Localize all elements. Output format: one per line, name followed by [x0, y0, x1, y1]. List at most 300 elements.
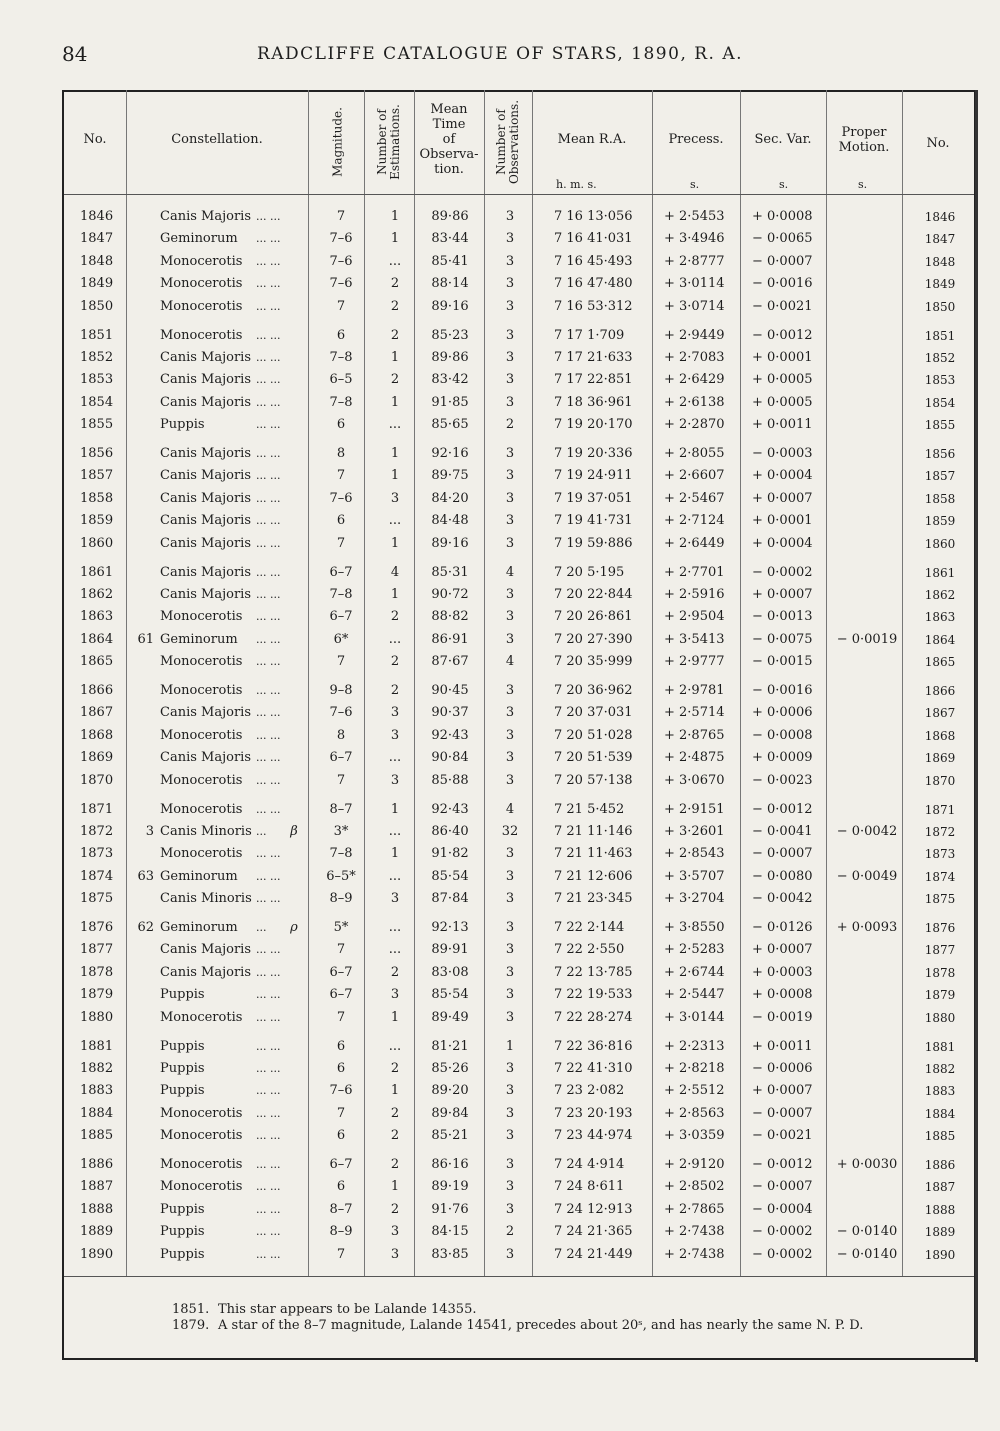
precession: + 2·6449	[664, 535, 725, 551]
star-number: 1868	[80, 727, 114, 743]
observations: 3	[505, 490, 515, 506]
proper-motion: − 0·0042	[836, 823, 898, 839]
mean-time: 92·16	[431, 446, 469, 461]
constellation: Monocerotis	[160, 276, 243, 292]
precession: + 2·7124	[664, 513, 725, 529]
star-number: 1859	[80, 513, 114, 529]
table-row	[0, 1103, 1000, 1125]
precession: + 2·8777	[664, 253, 725, 269]
mean-ra: 7 20 37·031	[554, 705, 633, 721]
star-number-right: 1873	[924, 847, 956, 862]
leader-dots: ... ...	[256, 1225, 281, 1239]
table-row	[0, 1125, 1000, 1147]
mean-ra: 7 17 21·633	[554, 349, 633, 365]
mean-ra: 7 19 20·336	[554, 446, 633, 461]
estimations: 2	[390, 298, 400, 314]
magnitude: 7–8	[329, 846, 353, 862]
mean-time: 89·49	[431, 1009, 469, 1025]
header-mean-time	[414, 102, 484, 177]
star-number: 1873	[80, 846, 114, 862]
star-number-right: 1871	[924, 802, 956, 817]
star-number: 1888	[80, 1201, 114, 1217]
estimations: 2	[390, 683, 400, 698]
header-observations: Number of Observations.	[494, 99, 521, 185]
precession: + 2·9120	[664, 1157, 725, 1172]
flamsteed-number: 61	[137, 631, 154, 647]
magnitude: 8–7	[329, 1201, 353, 1217]
star-number-right: 1883	[924, 1084, 956, 1099]
observations: 3	[505, 1157, 515, 1172]
leader-dots: ... ...	[256, 751, 281, 765]
magnitude: 6	[336, 1060, 346, 1076]
flamsteed-number: 62	[137, 920, 154, 935]
mean-time: 89·19	[431, 1179, 469, 1195]
mean-time: 85·23	[431, 327, 469, 343]
observations: 4	[505, 801, 515, 817]
star-number: 1879	[80, 987, 114, 1003]
leader-dots: ... ...	[256, 1061, 281, 1075]
star-number: 1867	[80, 705, 114, 721]
table-row	[0, 1058, 1000, 1080]
constellation: Canis Majoris	[160, 209, 251, 224]
star-number-right: 1875	[924, 892, 956, 907]
precession: + 2·6429	[664, 372, 725, 388]
precession: + 3·2704	[664, 891, 725, 907]
mean-ra: 7 22 28·274	[554, 1009, 633, 1025]
magnitude: 6	[336, 513, 346, 529]
leader-dots: ... ...	[256, 1106, 281, 1120]
mean-ra: 7 22 36·816	[554, 1038, 633, 1054]
estimations: 2	[390, 1128, 400, 1144]
estimations: 2	[390, 609, 400, 625]
precession: + 2·7083	[664, 349, 725, 365]
star-number: 1882	[80, 1060, 114, 1076]
header-mean-time-line: of	[442, 132, 456, 147]
star-number-right: 1889	[924, 1225, 956, 1240]
constellation: Monocerotis	[160, 253, 243, 269]
mean-ra: 7 16 13·056	[554, 209, 633, 224]
magnitude: 6	[336, 327, 346, 343]
table-row	[0, 562, 1000, 584]
precession: + 3·0714	[664, 298, 725, 314]
observations: 3	[505, 586, 515, 602]
secular-variation: − 0·0007	[752, 1105, 813, 1121]
table-row	[0, 917, 1000, 939]
star-number-right: 1853	[924, 373, 956, 388]
estimations: 2	[390, 654, 400, 670]
table-row	[0, 443, 1000, 465]
footnote-text: This star appears to be Lalande 14355.	[218, 1302, 477, 1317]
mean-ra: 7 16 41·031	[554, 231, 633, 247]
estimations: 2	[390, 1105, 400, 1121]
table-row	[0, 702, 1000, 724]
leader-dots: ... ...	[256, 299, 281, 313]
observations: 1	[505, 1038, 515, 1054]
mean-time: 90·72	[431, 586, 469, 602]
observations: 3	[505, 727, 515, 743]
observations: 3	[505, 253, 515, 269]
constellation: Canis Majoris	[160, 942, 251, 958]
observations: 3	[505, 683, 515, 698]
header-mean-time-line: Time	[432, 117, 466, 132]
star-number: 1883	[80, 1083, 114, 1099]
mean-ra: 7 18 36·961	[554, 394, 633, 410]
star-number-right: 1878	[924, 965, 956, 980]
constellation: Monocerotis	[160, 1009, 243, 1025]
secular-variation: − 0·0002	[752, 1224, 813, 1240]
leader-dots: ... ...	[256, 1010, 281, 1024]
leader-dots: ... ...	[256, 1129, 281, 1143]
estimations: 4	[390, 564, 400, 580]
magnitude: 6–7	[329, 987, 353, 1003]
secular-variation: − 0·0012	[752, 327, 813, 343]
observations: 4	[505, 654, 515, 670]
star-number-right: 1876	[924, 921, 956, 935]
precession: + 2·9504	[664, 609, 725, 625]
mean-time: 89·86	[431, 209, 469, 224]
table-row	[0, 325, 1000, 347]
mean-ra: 7 20 22·844	[554, 586, 633, 602]
mean-ra: 7 17 1·709	[554, 327, 625, 343]
observations: 2	[505, 1224, 515, 1240]
leader-dots: ... ...	[256, 1039, 281, 1053]
star-number: 1848	[80, 253, 114, 269]
precession: + 3·0670	[664, 772, 725, 788]
estimations: 1	[390, 349, 400, 365]
mean-time: 85·31	[431, 564, 469, 580]
mean-ra: 7 24 12·913	[554, 1201, 633, 1217]
secular-variation: + 0·0007	[752, 1083, 813, 1099]
estimations: 3	[390, 891, 400, 907]
star-number: 1850	[80, 298, 114, 314]
magnitude: 6	[336, 1038, 346, 1054]
table-row	[0, 251, 1000, 273]
estimations: 1	[390, 801, 400, 817]
precession: + 2·6607	[664, 468, 725, 484]
mean-ra: 7 21 23·345	[554, 891, 633, 907]
mean-ra: 7 24 21·365	[554, 1224, 633, 1240]
table-row	[0, 533, 1000, 555]
constellation: Puppis	[160, 1038, 205, 1054]
estimations: 1	[390, 468, 400, 484]
flamsteed-number: 63	[137, 868, 154, 884]
mean-ra: 7 21 5·452	[554, 801, 625, 817]
estimations: 1	[390, 1009, 400, 1025]
secular-variation: − 0·0007	[752, 1179, 813, 1195]
mean-ra: 7 24 21·449	[554, 1246, 633, 1262]
estimations: 1	[390, 586, 400, 602]
table-row	[0, 1154, 1000, 1176]
header-mean-time-line: Mean	[430, 102, 468, 117]
star-number: 1872	[80, 823, 114, 839]
star-number-right: 1858	[924, 491, 956, 506]
constellation: Monocerotis	[160, 772, 243, 788]
star-number-right: 1850	[924, 299, 956, 314]
table-row	[0, 273, 1000, 295]
table-row	[0, 296, 1000, 318]
footnote-text: A star of the 8–7 magnitude, Lalande 14541, precedes about 20ˢ, and has nearly the same N. P. D.	[218, 1318, 864, 1333]
secular-variation: − 0·0007	[752, 846, 813, 862]
star-number-right: 1888	[924, 1202, 956, 1217]
mean-time: 86·91	[431, 631, 469, 647]
constellation: Geminorum	[160, 231, 238, 247]
secular-variation: − 0·0042	[752, 891, 813, 907]
observations: 3	[505, 1179, 515, 1195]
observations: 3	[505, 750, 515, 766]
mean-time: 91·76	[431, 1201, 469, 1217]
precession: + 3·0359	[664, 1128, 725, 1144]
star-number: 1890	[80, 1246, 114, 1262]
observations: 3	[505, 372, 515, 388]
mean-time: 91·85	[431, 394, 469, 410]
estimations: 2	[390, 1157, 400, 1172]
constellation: Monocerotis	[160, 1157, 243, 1172]
mean-time: 85·88	[431, 772, 469, 788]
precession: + 3·0144	[664, 1009, 725, 1025]
star-number-right: 1866	[924, 684, 956, 698]
proper-motion: + 0·0093	[836, 920, 898, 935]
observations: 3	[505, 1060, 515, 1076]
mean-time: 89·75	[431, 468, 469, 484]
estimations: ...	[388, 1038, 402, 1054]
mean-time: 83·85	[431, 1246, 469, 1262]
estimations: ...	[388, 631, 402, 647]
constellation: Monocerotis	[160, 727, 243, 743]
star-number: 1876	[80, 920, 114, 935]
star-number: 1847	[80, 231, 114, 247]
mean-ra: 7 19 59·886	[554, 535, 633, 551]
table-row	[0, 228, 1000, 250]
leader-dots: ... ...	[256, 514, 281, 528]
mean-ra: 7 16 53·312	[554, 298, 633, 314]
footnote	[172, 1302, 863, 1318]
precession: + 2·9151	[664, 801, 725, 817]
observations: 3	[505, 535, 515, 551]
star-number-right: 1863	[924, 610, 956, 625]
mean-ra: 7 19 24·911	[554, 468, 633, 484]
star-number-right: 1852	[924, 350, 956, 365]
table-row	[0, 392, 1000, 414]
secular-variation: − 0·0023	[752, 772, 813, 788]
constellation: Puppis	[160, 1224, 205, 1240]
mean-time: 85·41	[431, 253, 469, 269]
estimations: 1	[390, 231, 400, 247]
footnote-number: 1879.	[172, 1318, 210, 1333]
leader-dots: ... ...	[256, 988, 281, 1002]
magnitude: 7–6	[329, 253, 353, 269]
constellation: Canis Majoris	[160, 446, 251, 461]
unit-ra: h. m. s.	[556, 178, 597, 191]
constellation: Canis Majoris	[160, 490, 251, 506]
constellation: Monocerotis	[160, 327, 243, 343]
secular-variation: − 0·0041	[752, 823, 813, 839]
observations: 2	[505, 417, 515, 433]
star-number: 1865	[80, 654, 114, 670]
mean-time: 89·84	[431, 1105, 469, 1121]
bayer-letter: β	[290, 823, 298, 839]
running-head: RADCLIFFE CATALOGUE OF STARS, 1890, R. A.	[256, 44, 744, 64]
magnitude: 7–6	[329, 231, 353, 247]
leader-dots: ... ...	[256, 350, 281, 364]
estimations: 2	[390, 1201, 400, 1217]
constellation: Canis Minoris	[160, 823, 252, 839]
secular-variation: − 0·0075	[752, 631, 813, 647]
magnitude: 6	[336, 417, 346, 433]
estimations: ...	[388, 513, 402, 529]
leader-dots: ...	[256, 921, 267, 934]
star-number: 1880	[80, 1009, 114, 1025]
secular-variation: − 0·0080	[752, 868, 813, 884]
precession: + 2·8218	[664, 1060, 725, 1076]
observations: 3	[505, 394, 515, 410]
leader-dots: ... ...	[256, 418, 281, 432]
table-row	[0, 799, 1000, 821]
magnitude: 7	[336, 298, 346, 314]
secular-variation: − 0·0016	[752, 276, 813, 292]
estimations: 3	[390, 705, 400, 721]
estimations: 1	[390, 394, 400, 410]
magnitude: 6	[336, 1128, 346, 1144]
magnitude: 7–8	[329, 394, 353, 410]
constellation: Canis Majoris	[160, 750, 251, 766]
observations: 3	[505, 468, 515, 484]
table-row	[0, 629, 1000, 651]
estimations: 1	[390, 846, 400, 862]
mean-ra: 7 24 8·611	[554, 1179, 625, 1195]
mean-ra: 7 17 22·851	[554, 372, 633, 388]
star-number-right: 1868	[924, 728, 956, 743]
star-number-right: 1879	[924, 988, 956, 1003]
precession: + 2·8055	[664, 446, 725, 461]
leader-dots: ... ...	[256, 965, 281, 979]
observations: 32	[501, 823, 519, 839]
observations: 3	[505, 209, 515, 224]
secular-variation: − 0·0006	[752, 1060, 813, 1076]
star-number: 1874	[80, 868, 114, 884]
constellation: Monocerotis	[160, 801, 243, 817]
secular-variation: + 0·0004	[752, 468, 813, 484]
leader-dots: ... ...	[256, 728, 281, 742]
mean-time: 83·08	[431, 964, 469, 980]
leader-dots: ... ...	[256, 373, 281, 387]
mean-ra: 7 22 13·785	[554, 964, 633, 980]
table-row	[0, 939, 1000, 961]
leader-dots: ... ...	[256, 1180, 281, 1194]
precession: + 2·4875	[664, 750, 725, 766]
mean-ra: 7 19 37·051	[554, 490, 633, 506]
star-number-right: 1860	[924, 536, 956, 551]
magnitude: 7–6	[329, 705, 353, 721]
unit-precess: s.	[690, 178, 700, 191]
mean-time: 85·54	[431, 987, 469, 1003]
secular-variation: − 0·0019	[752, 1009, 813, 1025]
precession: + 2·5467	[664, 490, 725, 506]
secular-variation: + 0·0006	[752, 705, 813, 721]
header-precess: Precess.	[668, 132, 724, 147]
constellation: Monocerotis	[160, 609, 243, 625]
table-row	[0, 888, 1000, 910]
leader-dots: ... ...	[256, 1202, 281, 1216]
magnitude: 7–6	[329, 490, 353, 506]
mean-time: 85·54	[431, 868, 469, 884]
constellation: Monocerotis	[160, 298, 243, 314]
precession: + 2·9449	[664, 327, 725, 343]
constellation: Puppis	[160, 1060, 205, 1076]
constellation: Geminorum	[160, 920, 238, 935]
star-number-right: 1855	[924, 418, 956, 433]
constellation: Puppis	[160, 1201, 205, 1217]
star-number: 1866	[80, 683, 114, 698]
constellation: Monocerotis	[160, 846, 243, 862]
magnitude: 8–7	[329, 801, 353, 817]
magnitude: 7	[336, 535, 346, 551]
magnitude: 8	[336, 446, 346, 461]
star-number: 1849	[80, 276, 114, 292]
observations: 3	[505, 298, 515, 314]
mean-ra: 7 22 2·550	[554, 942, 625, 958]
star-number-right: 1856	[924, 447, 956, 461]
star-number: 1851	[80, 327, 114, 343]
estimations: ...	[388, 868, 402, 884]
secular-variation: − 0·0021	[752, 298, 813, 314]
table-row	[0, 369, 1000, 391]
magnitude: 5*	[333, 920, 349, 935]
secular-variation: − 0·0004	[752, 1201, 813, 1217]
precession: + 2·6138	[664, 394, 725, 410]
estimations: 2	[390, 327, 400, 343]
estimations: ...	[388, 920, 402, 935]
table-row	[0, 1221, 1000, 1243]
secular-variation: + 0·0001	[752, 513, 813, 529]
star-number: 1857	[80, 468, 114, 484]
precession: + 3·4946	[664, 231, 725, 247]
estimations: 3	[390, 987, 400, 1003]
leader-dots: ... ...	[256, 802, 281, 816]
magnitude: 6–7	[329, 564, 353, 580]
star-number-right: 1849	[924, 277, 956, 292]
star-number-right: 1870	[924, 773, 956, 788]
table-row	[0, 347, 1000, 369]
star-number: 1853	[80, 372, 114, 388]
magnitude: 7	[336, 1246, 346, 1262]
observations: 3	[505, 772, 515, 788]
magnitude: 7–6	[329, 1083, 353, 1099]
magnitude: 7	[336, 209, 346, 224]
star-number-right: 1846	[924, 210, 956, 224]
star-number-right: 1859	[924, 514, 956, 529]
constellation: Canis Majoris	[160, 705, 251, 721]
leader-dots: ... ...	[256, 254, 281, 268]
magnitude: 7–8	[329, 349, 353, 365]
proper-motion: − 0·0140	[836, 1224, 898, 1240]
mean-ra: 7 22 41·310	[554, 1060, 633, 1076]
mean-time: 85·21	[431, 1128, 469, 1144]
header-mean-time-line: tion.	[434, 162, 464, 177]
leader-dots: ... ...	[256, 232, 281, 246]
precession: + 2·5714	[664, 705, 725, 721]
observations: 3	[505, 891, 515, 907]
leader-dots: ... ...	[256, 892, 281, 906]
precession: + 3·0114	[664, 276, 725, 292]
leader-dots: ... ...	[256, 1158, 281, 1171]
mean-time: 87·67	[431, 654, 469, 670]
table-row	[0, 488, 1000, 510]
mean-ra: 7 20 26·861	[554, 609, 633, 625]
table-row	[0, 984, 1000, 1006]
leader-dots: ... ...	[256, 610, 281, 624]
star-number: 1846	[80, 209, 114, 224]
observations: 3	[505, 868, 515, 884]
